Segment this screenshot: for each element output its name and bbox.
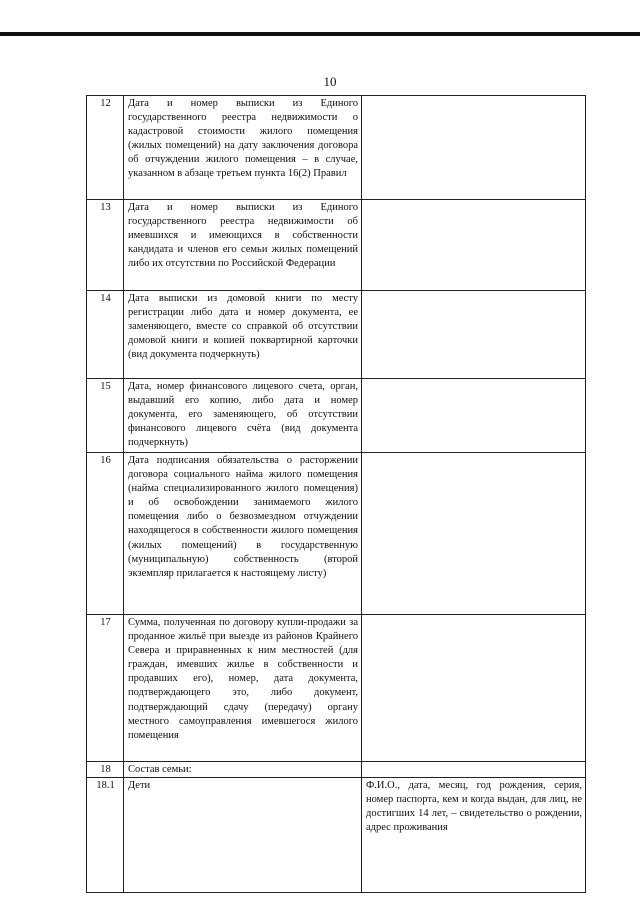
table-row <box>87 291 586 379</box>
row-value-field[interactable] <box>362 615 586 762</box>
row-description: Сумма, полученная по договору купли-продажи за проданное жильё при выезде из районов Крайнего Севера и приравненных к ним местностей (для граждан, имевших жилье в собственности и продавших его), номер, дата документа, подтверждающего это, либо документ, подтверждающий сдачу (передачу) органу местного самоуправления имевшегося жилого помещения <box>124 615 362 762</box>
row-number: 13 <box>87 200 124 291</box>
top-horizontal-rule <box>0 32 640 36</box>
application-form-table <box>86 95 586 893</box>
table-row <box>87 615 586 762</box>
row-value-field[interactable] <box>362 200 586 291</box>
row-description: Состав семьи: <box>124 762 362 778</box>
row-description: Дата и номер выписки из Единого государственного реестра недвижимости об имевшихся и имеющихся в собственности кандидата и членов его семьи жилых помещений либо их отсутствии по Российской Федерации <box>124 200 362 291</box>
row-value-field[interactable] <box>362 291 586 379</box>
row-value-field[interactable] <box>362 453 586 615</box>
row-number: 18 <box>87 762 124 778</box>
row-description: Дата выписки из домовой книги по месту регистрации либо дата и номер документа, ее заменяющего, вместе со справкой об отсутствии домовой книги и копией поквартирной карточки (вид документа подчеркнуть) <box>124 291 362 379</box>
row-description: Дата, номер финансового лицевого счета, орган, выдавший его копию, либо дата и номер документа, его заменяющего, об отсутствии финансового лицевого счёта (вид документа подчеркнуть) <box>124 379 362 453</box>
row-number: 16 <box>87 453 124 615</box>
row-description: Дети <box>124 778 362 893</box>
row-number: 17 <box>87 615 124 762</box>
row-value-field[interactable]: Ф.И.О., дата, месяц, год рождения, серия, номер паспорта, кем и когда выдан, для лиц, не достигших 14 лет, – свидетельство о рождении, адрес проживания <box>362 778 586 893</box>
row-number: 12 <box>87 96 124 200</box>
page-number: 10 <box>323 74 337 89</box>
row-description: Дата и номер выписки из Единого государственного реестра недвижимости о кадастровой стоимости жилого помещения (жилых помещений) на дату заключения договора об отчуждении жилого помещения – в случае, указанном в абзаце третьем пункта 16(2) Правил <box>124 96 362 200</box>
row-value-field[interactable] <box>362 96 586 200</box>
row-value-field[interactable] <box>362 762 586 778</box>
row-number: 14 <box>87 291 124 379</box>
row-number: 15 <box>87 379 124 453</box>
table-row <box>87 778 586 893</box>
row-number: 18.1 <box>87 778 124 893</box>
table-row <box>87 379 586 453</box>
row-description: Дата подписания обязательства о расторжении договора социального найма жилого помещения (найма специализированного жилого помещения) и об освобождении занимаемого жилого помещения либо о безвозмездном отчуждении находящегося в собственности жилого помещения (жилых помещений) в государственную (муниципальную) собственность (второй экземпляр прилагается к настоящему листу) <box>124 453 362 615</box>
table-row <box>87 200 586 291</box>
table-row <box>87 762 586 778</box>
row-value-field[interactable] <box>362 379 586 453</box>
table-row <box>87 96 586 200</box>
table-row <box>87 453 586 615</box>
